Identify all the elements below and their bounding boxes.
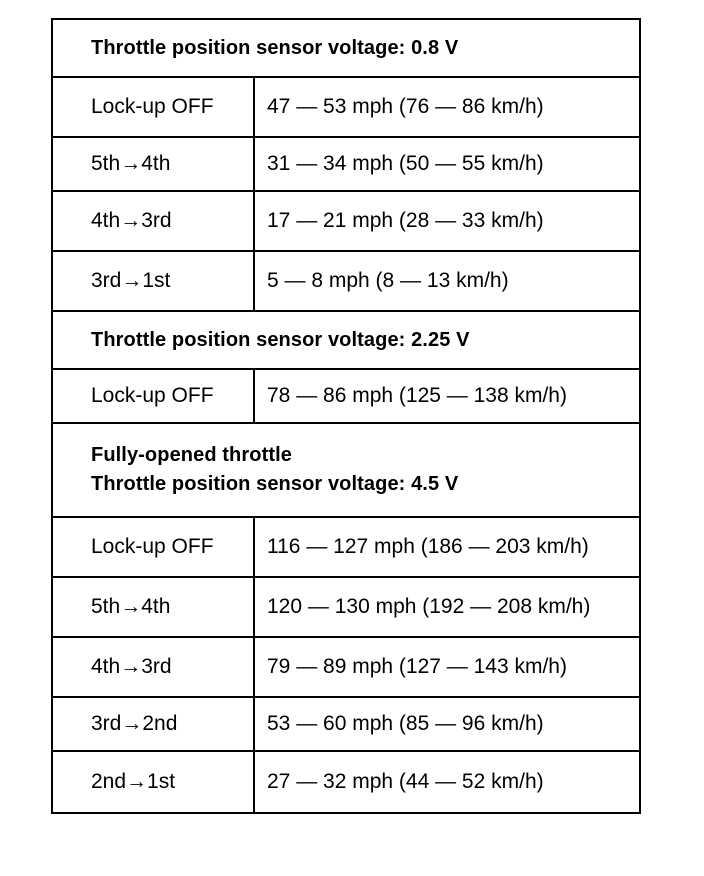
- section-header-2-25v: [53, 312, 639, 370]
- table-row: [53, 252, 639, 312]
- row-label: 5th→4th: [53, 138, 255, 190]
- row-value: 53 — 60 mph (85 — 96 km/h): [267, 712, 544, 735]
- row-label: Lock-up OFF: [53, 78, 255, 136]
- section-header-0-8v: [53, 20, 639, 78]
- row-label: 2nd→1st: [53, 752, 255, 812]
- table-row: [53, 752, 639, 812]
- table-row: [53, 578, 639, 638]
- section-header-text: Throttle position sensor voltage: 4.5 V: [91, 473, 459, 495]
- row-label: Lock-up OFF: [53, 370, 255, 422]
- row-value: 17 — 21 mph (28 — 33 km/h): [267, 209, 544, 232]
- table-row: [53, 638, 639, 698]
- row-label: Lock-up OFF: [53, 518, 255, 576]
- row-value: 120 — 130 mph (192 — 208 km/h): [267, 595, 591, 618]
- table-row: [53, 518, 639, 578]
- section-header-text: Throttle position sensor voltage: 0.8 V: [91, 36, 459, 59]
- shift-speed-table: [51, 18, 641, 814]
- row-label: 4th→3rd: [53, 638, 255, 696]
- section-header-text: Throttle position sensor voltage: 2.25 V: [91, 328, 470, 351]
- row-label: 5th→4th: [53, 578, 255, 636]
- row-label: 3rd→2nd: [53, 698, 255, 750]
- row-value: 47 — 53 mph (76 — 86 km/h): [267, 95, 544, 118]
- table-row: [53, 138, 639, 192]
- table-row: [53, 370, 639, 424]
- table-row: [53, 78, 639, 138]
- row-value: 31 — 34 mph (50 — 55 km/h): [267, 152, 544, 175]
- section-header-text: Fully-opened throttle: [91, 444, 292, 466]
- table-row: [53, 192, 639, 252]
- row-label: 3rd→1st: [53, 252, 255, 310]
- row-value: 27 — 32 mph (44 — 52 km/h): [267, 770, 544, 793]
- row-value: 78 — 86 mph (125 — 138 km/h): [267, 384, 567, 407]
- row-value: 116 — 127 mph (186 — 203 km/h): [267, 535, 589, 558]
- table-row: [53, 698, 639, 752]
- row-value: 5 — 8 mph (8 — 13 km/h): [267, 269, 509, 292]
- row-label: 4th→3rd: [53, 192, 255, 250]
- section-header-full-throttle: [53, 424, 639, 518]
- row-value: 79 — 89 mph (127 — 143 km/h): [267, 655, 567, 678]
